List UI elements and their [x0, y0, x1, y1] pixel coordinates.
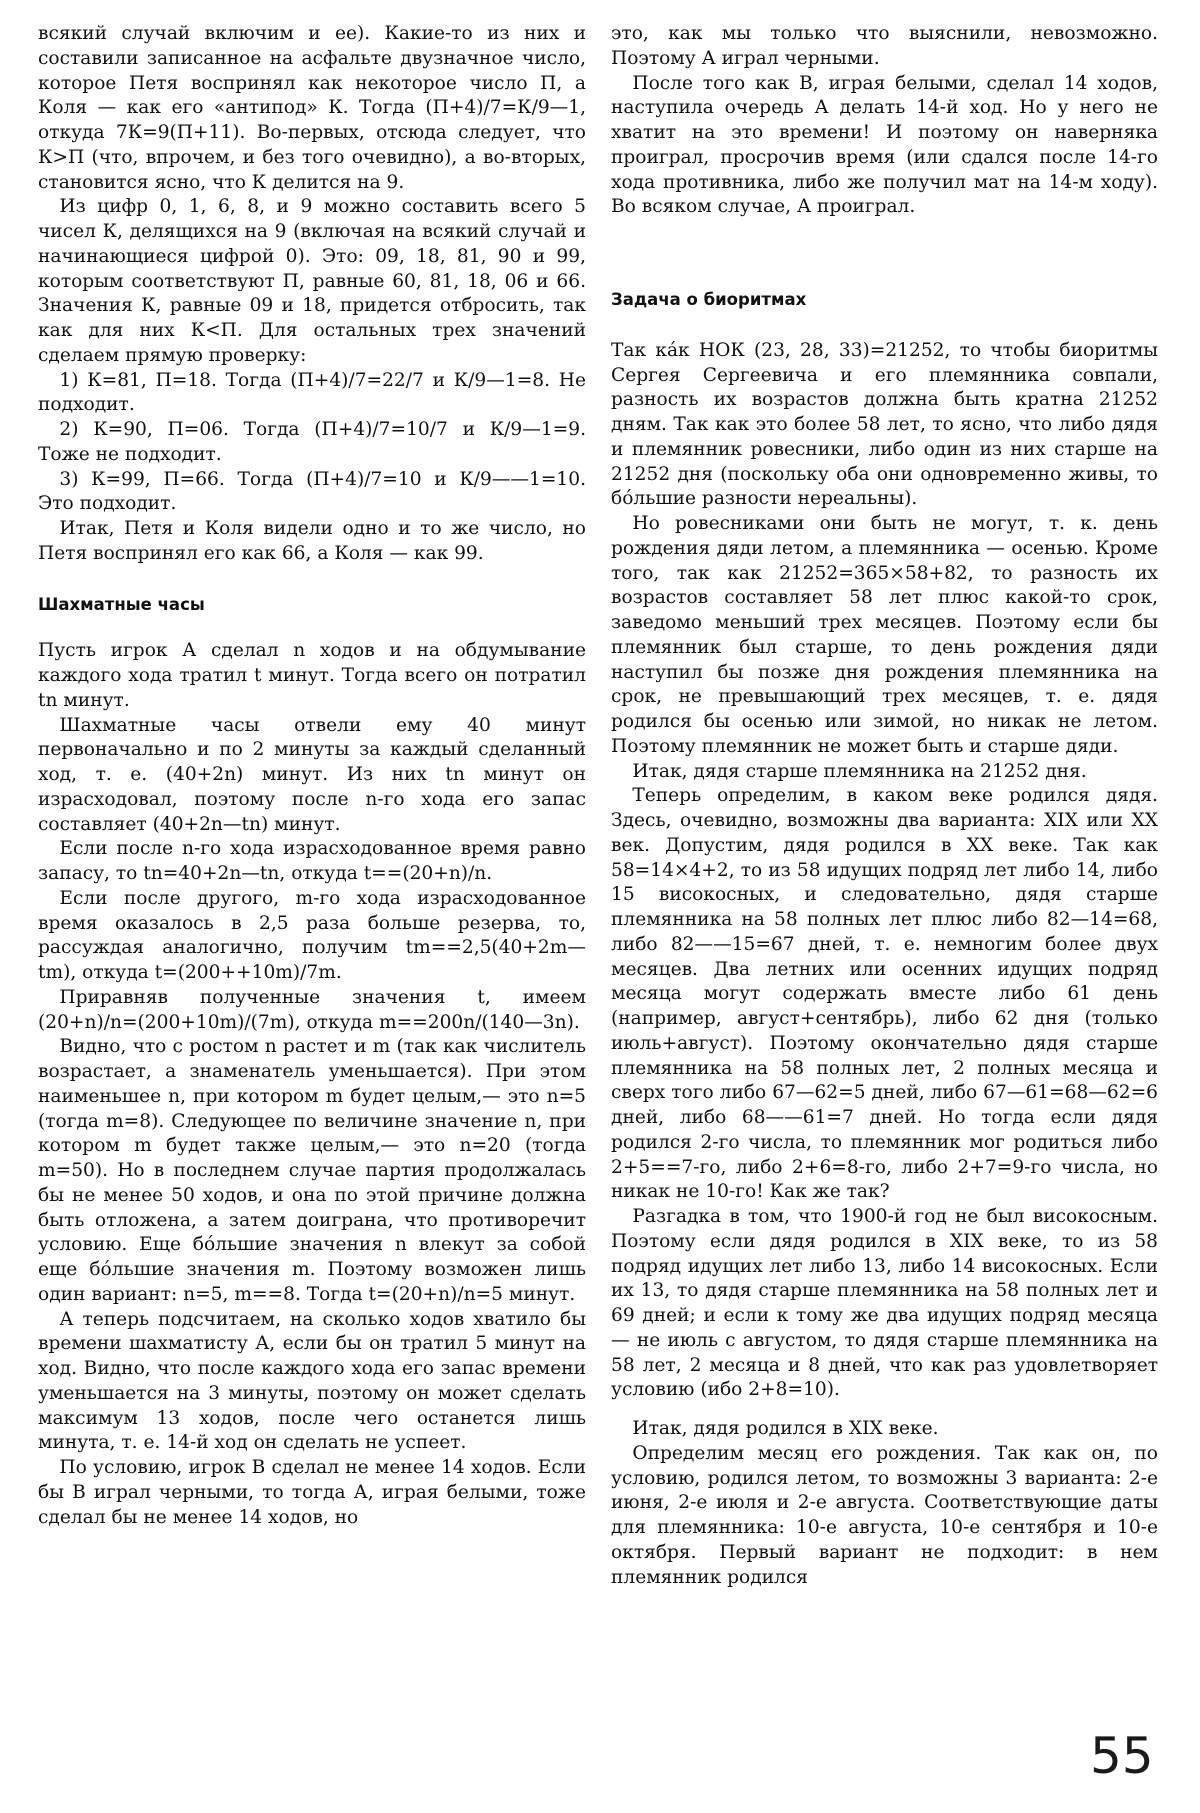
- paragraph: Если после другого, m-го хода израсходованное время оказалось в 2,5 раза больше резерва, то, рассуждая аналогично, получим tm==2,5(40+2m—tm), откуда t=(200++10m)/7m.: [38, 887, 586, 983]
- paragraph: По условию, игрок В сделал не менее 14 ходов. Если бы В играл черными, то тогда А, играя белыми, тоже сделал бы не менее 14 ходов, но: [38, 1457, 586, 1528]
- paragraph: А теперь подсчитаем, на сколько ходов хватило бы времени шахматисту А, если бы он тратил 5 минут на ход. Видно, что после каждого хода его запас времени уменьшается на 3 минуты, поэтому он может сделать максимум 13 ходов, после чего останется лишь минута, т. е. 14-й ход он сделать не успеет.: [38, 1308, 586, 1454]
- paragraph: это, как мы только что выяснили, невозможно. Поэтому А играл черными.: [611, 23, 1158, 69]
- paragraph: Итак, дядя старше племянника на 21252 дня.: [632, 760, 1087, 782]
- paragraph: 2) К=90, П=06. Тогда (П+4)/7=10/7 и К/9—1=9. Тоже не подходит.: [38, 419, 586, 465]
- paragraph: Так ка́к НОК (23, 28, 33)=21252, то чтобы биоритмы Сергея Сергеевича и его племянника совпали, разность их возрастов должна быть кратна 21252 дням. Так как это более 58 лет, то ясно, что либо дядя и племянник ровесники, либо один из них старше на 21252 дня (поскольку оба они одновременно живы, то бо́льшие разности нереальны).: [611, 339, 1158, 510]
- right-column: [611, 22, 1158, 1590]
- paragraph: Итак, дядя родился в XIX веке.: [632, 1418, 939, 1439]
- paragraph: 3) К=99, П=66. Тогда (П+4)/7=10 и К/9——1=10. Это подходит.: [38, 468, 586, 515]
- paragraph-gap: [611, 1403, 1158, 1417]
- paragraph: Если после n-го хода израсходованное время равно запасу, то tn=40+2n—tn, откуда t==(20+n)/n.: [38, 838, 586, 884]
- paragraph: Пусть игрок А сделал n ходов и на обдумывание каждого хода тратил t минут. Тогда всего он потратил tn минут.: [38, 640, 586, 711]
- paragraph: Из цифр 0, 1, 6, 8, и 9 можно составить всего 5 чисел К, делящихся на 9 (включая на всякий случай и начинающиеся цифрой 0). Это: 09, 18, 81, 90 и 99, которым соответствуют П, равные 60, 81, 18, 06 и 66. Значения К, равные 09 и 18, придется отбросить, так как для них К<П. Для остальных трех значений сделаем прямую проверку:: [38, 196, 586, 366]
- paragraph: Но ровесниками они быть не могут, т. к. день рождения дяди летом, а племянника — осенью. Кроме того, так как 21252=365×58+82, то разность их возрастов составляет 58 лет плюс какой-то срок, заведомо меньший трех месяцев. Поэтому если бы племянник был старше, то день рождения дяди наступил бы позже дня рождения племянника на срок, не превышающий трех месяцев, т. е. дядя родился бы осенью или зимой, но никак не летом. Поэтому племянник не может быть и старше дяди.: [611, 513, 1158, 757]
- paragraph: Разгадка в том, что 1900-й год не был високосным. Поэтому если дядя родился в XIX веке, то из 58 подряд идущих лет либо 13, либо 14 високосных. Если их 13, то дядя старше племянника на 58 полных лет и 69 дней; и если к тому же два идущих подряд месяца — не июль с августом, то дядя старше племянника на 58 лет, 2 месяца и 8 дней, что как раз удовлетворяет условию (ибо 2+8=10).: [611, 1206, 1158, 1401]
- paragraph: всякий случай включим и ее). Какие-то из них и составили записанное на асфальте двузначное число, которое Петя воспринял как некоторое число П, а Коля — как его «антипод» К. Тогда (П+4)/7=К/9—1, откуда 7К=9(П+11). Во-первых, отсюда следует, что К>П (что, впрочем, и без того очевидно), а во-вторых, становится ясно, что К делится на 9.: [38, 23, 586, 193]
- section-heading-chess-clock: Шахматные часы: [38, 594, 205, 614]
- paragraph: Итак, Петя и Коля видели одно и то же число, но Петя воспринял его как 66, а Коля — как 99.: [38, 518, 586, 564]
- paragraph: Определим месяц его рождения. Так как он, по условию, родился летом, то возможны 3 варианта: 2-е июня, 2-е июля и 2-е августа. Соответствующие даты для племянника: 10-е августа, 10-е сентября и 10-е октября. Первый вариант не подходит: в нем племянник родился: [611, 1442, 1158, 1588]
- paragraph: Видно, что с ростом n растет и m (так как числитель возрастает, а знаменатель уменьшается). При этом наименьшее n, при котором m будет целым,— это n=5 (тогда m=8). Следующее по величине значение n, при котором m будет также целым,— это n=20 (тогда m=50). Но в последнем случае партия продолжалась бы не менее 50 ходов, и она по этой причине должна быть отложена, а затем доиграна, что противоречит условию. Еще бо́льшие значения n влекут за собой еще бо́льшие значения m. Поэтому возможен лишь один вариант: n=5, m==8. Тогда t=(20+n)/n=5 минут.: [38, 1036, 586, 1305]
- paragraph: Приравняв полученные значения t, имеем (20+n)/n=(200+10m)/(7m), откуда m==200n/(140—3n).: [38, 986, 586, 1033]
- paragraph: Теперь определим, в каком веке родился дядя. Здесь, очевидно, возможны два варианта: XIX или XX век. Допустим, дядя родился в XX веке. Так как 58=14×4+2, то из 58 идущих подряд лет либо 14, либо 15 високосных, и следовательно, дядя старше племянника на 58 полных лет плюс либо 82—14=68, либо 82——15=67 дней, т. е. немногим более двух месяцев. Два летних или осенних идущих подряд месяца могут содержать вместе либо 61 день (например, август+сентябрь), либо 62 дня (только июль+август). Поэтому окончательно дядя старше племянника на 58 полных лет, 2 полных месяца и сверх того либо 67—62=5 дней, либо 67—61=68—62=6 дней, либо 68——61=7 дней. Но тогда если дядя родился 2-го числа, то племянник мог родиться либо 2+5==7-го, либо 2+6=8-го, либо 2+7=9-го числа, но никак не 10-го! Как же так?: [611, 785, 1158, 1203]
- paragraph: После того как В, играя белыми, сделал 14 ходов, наступила очередь А делать 14-й ход. Но у него не хватит на это времени! И поэтому он наверняка проиграл, просрочив время (или сдался после 14-го хода противника, либо же получил мат на 14-м ходу). Во всяком случае, А проиграл.: [611, 72, 1158, 218]
- section-heading-biorhythms: Задача о биоритмах: [611, 290, 807, 309]
- page-number: 55: [1090, 1727, 1154, 1785]
- left-column: [38, 22, 586, 1530]
- paragraph: 1) К=81, П=18. Тогда (П+4)/7=22/7 и К/9—1=8. Не подходит.: [38, 369, 586, 416]
- paragraph: Шахматные часы отвели ему 40 минут первоначально и по 2 минуты за каждый сделанный ход, т. е. (40+2n) минут. Из них tn минут он израсходовал, поэтому после n-го хода его запас составляет (40+2n—tn) минут.: [38, 714, 586, 835]
